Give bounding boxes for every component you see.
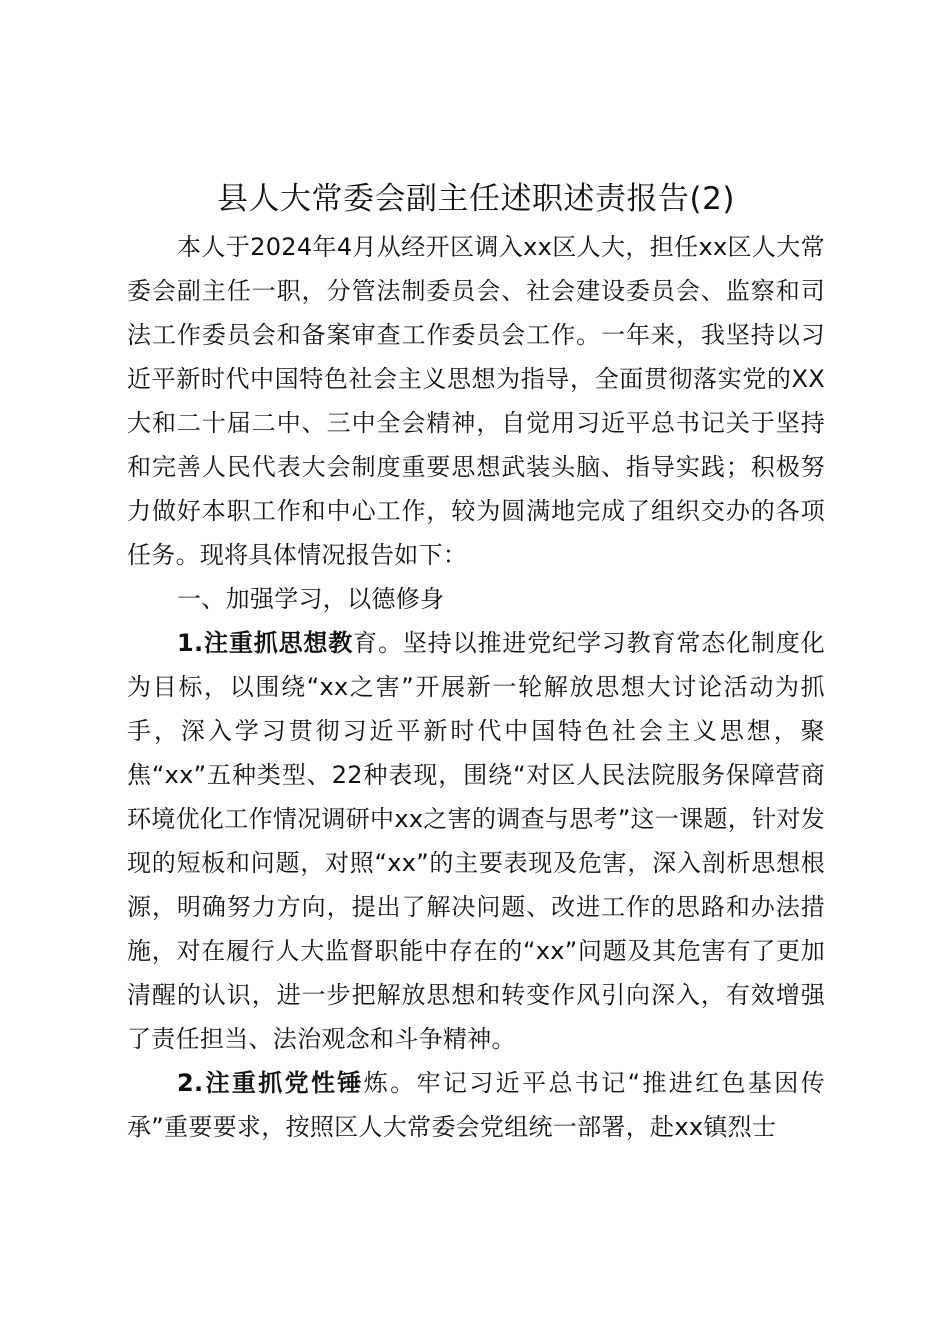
document-title: 县人大常委会副主任述职述责报告(2) [217,181,735,217]
item-body-2: 炼。牢记习近平总书记“推进红色基因传承”重要要求，按照区人大常委会党组统一部署，赴xx镇烈士 [127,1069,825,1141]
item-body-1: 育。坚持以推进党纪学习教育常态化制度化为目标，以围绕“xx之害”开展新一轮解放思想大讨论活动为抓手，深入学习贯彻习近平新时代中国特色社会主义思想，聚焦“xx”五种类型、22种表现，围绕“对区人民法院服务保障营商环境优化工作情况调研中xx之害的调查与思考”这一课题，针对发现的短板和问题，对照“xx”的主要表现及危害，深入剖析思想根源，明确努力方向，提出了解决问题、改进工作的思路和办法措施，对在履行人大监督职能中存在的“xx”问题及其危害有了更加清醒的认识，进一步把解放思想和转变作风引向深入，有效增强了责任担当、法治观念和斗争精神。 [127,629,826,1053]
item-lead-1: 1.注重抓思想教 [177,629,354,657]
document-content [127,173,825,1149]
intro-paragraph: 本人于2024年4月从经开区调入xx区人大，担任xx区人大常委会副主任一职，分管法制委员会、社会建设委员会、监察和司法工作委员会和备案审查工作委员会工作。一年来，我坚持以习近平新时代中国特色社会主义思想为指导，全面贯彻落实党的XX大和二十届二中、三中全会精神，自觉用习近平总书记关于坚持和完善人民代表大会制度重要思想武装头脑、指导实践；积极努力做好本职工作和中心工作，较为圆满地完成了组织交办的各项任务。现将具体情况报告如下： [127,233,825,569]
item-lead-2: 2.注重抓党性锤 [177,1069,364,1097]
item-paragraph-1 [127,621,825,1061]
section-heading-1: 一、加强学习，以德修身 [177,585,445,613]
item-paragraph-2 [127,1061,825,1149]
